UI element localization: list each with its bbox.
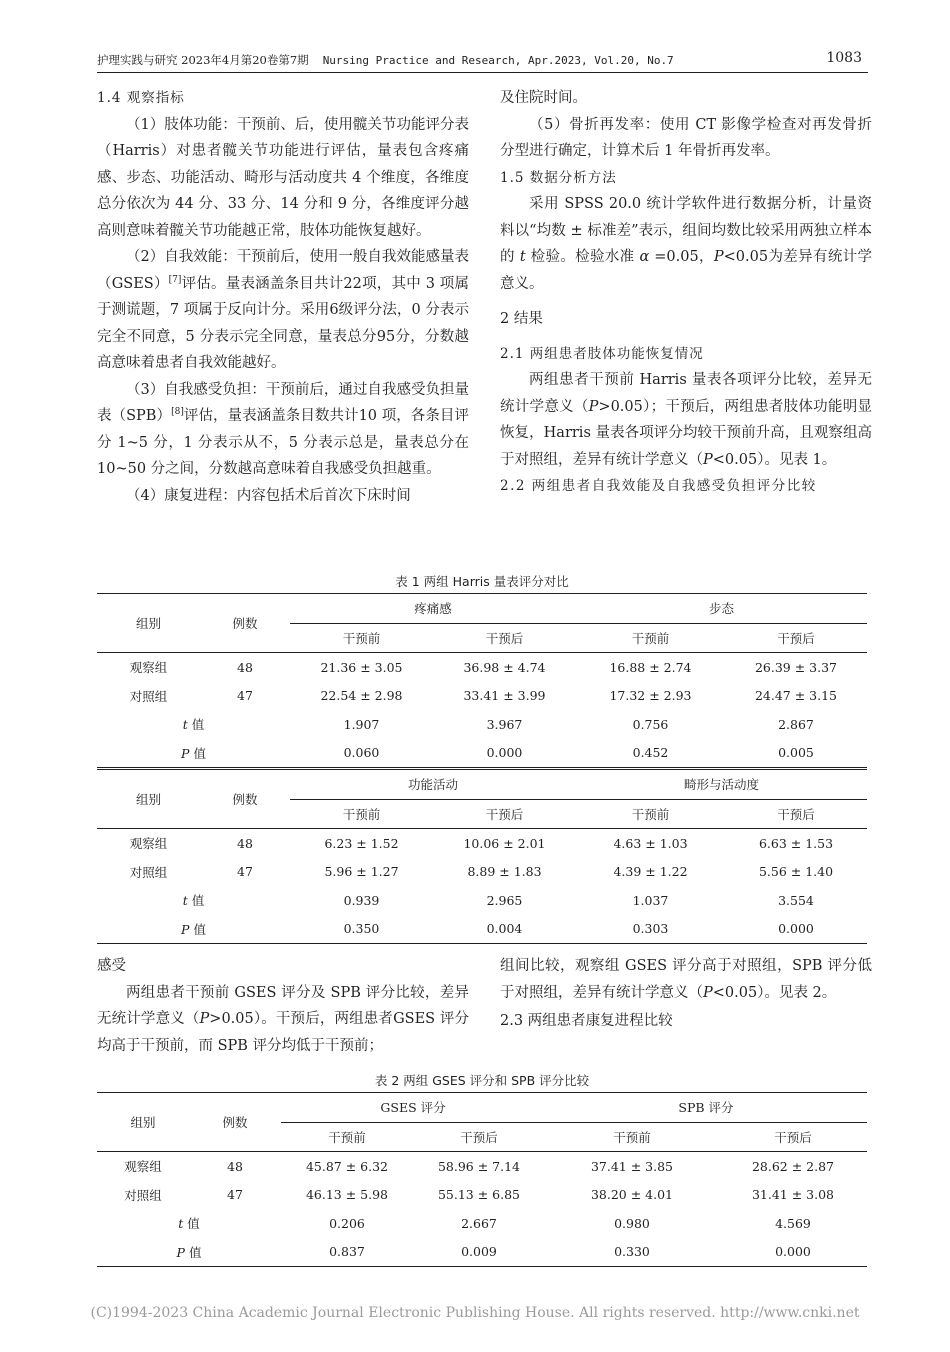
table-cell: 38.20 ± 4.01 (590, 1187, 674, 1203)
table-cell: 47 (237, 688, 253, 704)
table-cell: 48 (237, 659, 253, 675)
table-cell: P 值 (176, 1244, 202, 1260)
table-cell: 0.330 (614, 1244, 650, 1260)
table-cell: 46.13 ± 5.98 (305, 1187, 389, 1203)
section-2-1-heading: 2.1 两组患者肢体功能恢复情况 (500, 345, 704, 362)
table-cell: 0.939 (343, 892, 380, 908)
table-subheader: 干预后 (777, 806, 815, 822)
table-cell: 45.87 ± 6.32 (305, 1158, 389, 1174)
table-header-n: 例数 (232, 616, 258, 631)
table-cell: 对照组 (129, 864, 168, 880)
table-cell: 0.000 (775, 1244, 811, 1260)
table-cell: 6.63 ± 1.53 (758, 835, 834, 851)
table-row (97, 653, 867, 682)
table-cell: 4.39 ± 1.22 (613, 864, 688, 880)
table-cell: 5.56 ± 1.40 (758, 864, 834, 880)
table-subheader: 干预后 (485, 630, 524, 646)
table-cell: 0.756 (632, 716, 669, 732)
journal-cn: 护理实践与研究 2023年4月第20卷第7期 (97, 53, 309, 67)
table-cell: 48 (227, 1158, 243, 1174)
table-cell: 0.004 (486, 921, 523, 937)
paragraph-limb-function: （1）肢体功能：干预前、后，使用髋关节功能评分表（Harris）对患者髋关节功能进行评估，量表包含疼痛感、步态、功能活动、畸形与活动度共 4 个维度，各维度总分依次为 44 分、33 分、14 分和 9 分，各维度评分越高则意味着髋关节功能越正常，肢体功能恢复越好。 (97, 116, 469, 239)
table-cell: 47 (227, 1187, 243, 1203)
running-header (97, 52, 674, 68)
table-cell: 31.41 ± 3.08 (751, 1187, 835, 1203)
table-cell: 22.54 ± 2.98 (320, 688, 403, 704)
table-cell: t 值 (178, 1216, 200, 1232)
paragraph-continuation: 及住院时间。 (500, 90, 587, 106)
table-header-dimension: 疼痛感 (290, 594, 576, 624)
table-header-group: 组别 (130, 1115, 156, 1130)
table-cell: P 值 (181, 745, 206, 761)
table-header-dimension: 畸形与活动度 (576, 769, 867, 800)
paragraph-self-burden: （3）自我感受负担：干预前后，通过自我感受负担量表（SPB）[8]评估，量表涵盖条目数共计10 项，各条目评分 1~5 分，1 分表示从不，5 分表示总是，量表总分在 10~50 分之间，分数越高意味着自我感受负担越重。 (97, 381, 469, 477)
table-cell: 0.980 (614, 1215, 650, 1231)
table-cell: 47 (237, 864, 253, 880)
table-cell: 48 (237, 835, 253, 851)
table-row (97, 1152, 867, 1181)
table-cell: 17.32 ± 2.93 (609, 688, 692, 704)
paragraph-self-efficacy: （2）自我效能：干预前后，使用一般自我效能感量表（GSES）[7]评估。量表涵盖条目共计22项，其中 3 项属于测谎题，7 项属于反向计分。采用6级评分法，0 分表示完全不同意，5 分表示完全同意，量表总分95分，分数越高意味着患者自我效能越好。 (97, 249, 469, 371)
table-cell: 0.206 (329, 1215, 365, 1231)
right-column (500, 85, 872, 500)
table1 (97, 593, 867, 944)
table-cell: 对照组 (124, 1187, 162, 1203)
section-1-4-heading: 1.4 观察指标 (97, 90, 185, 106)
table-cell: 0.000 (778, 921, 814, 937)
table-cell: 观察组 (124, 1159, 162, 1175)
page-number: 1083 (826, 50, 862, 66)
table-cell: 2.965 (486, 892, 523, 908)
section-2-heading: 2 结果 (500, 311, 543, 327)
paragraph-fracture-recurrence: （5）骨折再发率：使用 CT 影像学检查对再发骨折分型进行确定，计算术后 1 年骨折再发率。 (500, 116, 872, 159)
table-cell: 4.63 ± 1.03 (613, 835, 688, 851)
table-cell: 8.89 ± 1.83 (467, 864, 542, 880)
bottom-left-text (97, 953, 469, 1059)
table-cell: 55.13 ± 6.85 (437, 1187, 521, 1203)
paragraph-rehab-progress: （4）康复进程：内容包括术后首次下床时间 (126, 487, 411, 504)
table-cell: P 值 (181, 921, 206, 937)
table-subheader: 干预后 (777, 630, 815, 646)
table-cell: 0.000 (486, 745, 523, 761)
table-cell: 对照组 (129, 688, 168, 704)
table-header-n: 例数 (232, 792, 258, 807)
section-2-2-heading: 2.2 两组患者自我效能及自我感受负担评分比较 (500, 478, 817, 494)
paragraph-continuation: 感受 (97, 958, 126, 974)
table-cell: 21.36 ± 3.05 (320, 659, 403, 675)
section-2-3-heading: 2.3 两组患者康复进程比较 (500, 1013, 673, 1029)
table-cell: 37.41 ± 3.85 (590, 1158, 674, 1174)
header-rule (97, 72, 868, 73)
table-header-dimension: 步态 (576, 594, 867, 624)
table-cell: 0.452 (632, 745, 669, 761)
journal-en: Nursing Practice and Research, Apr.2023, Vol.20, No.7 (322, 54, 674, 67)
paragraph-limb-results: 两组患者干预前 Harris 量表各项评分比较，差异无统计学意义（P>0.05）；干预后，两组患者肢体功能明显恢复，Harris 量表各项评分均较干预前升高，且观察组高于对照组，差异有统计学意义（P<0.05）。见表 1。 (500, 372, 873, 468)
table-row (97, 682, 867, 711)
table-row-t (97, 1209, 867, 1238)
table1-caption: 表 1 两组 Harris 量表评分对比 (395, 574, 569, 589)
table-cell: t 值 (182, 893, 205, 909)
table-header-dimension: SPB 评分 (545, 1093, 867, 1123)
table-header-group: 组别 (135, 616, 161, 631)
table-cell: t 值 (182, 717, 205, 733)
citation-8[interactable]: [8] (171, 407, 184, 418)
table-cell: 观察组 (129, 660, 168, 676)
table-cell: 3.554 (778, 892, 814, 908)
table-row (97, 829, 867, 858)
table-cell: 10.06 ± 2.01 (463, 835, 546, 851)
table-subheader: 干预后 (774, 1129, 812, 1145)
table-cell: 1.907 (343, 716, 380, 732)
table-row (97, 1181, 867, 1210)
table-cell: 5.96 ± 1.27 (324, 864, 399, 880)
table-subheader: 干预前 (342, 630, 381, 646)
table-cell: 3.967 (486, 716, 523, 732)
table-cell: 2.667 (461, 1215, 497, 1231)
table-row-p (97, 1238, 867, 1267)
table-row-t (97, 710, 867, 739)
table-subheader: 干预前 (631, 806, 670, 822)
table-cell: 0.350 (343, 921, 380, 937)
table-row-t (97, 886, 867, 915)
table-subheader: 干预前 (342, 806, 381, 822)
paragraph-data-analysis: 采用 SPSS 20.0 统计学软件进行数据分析，计量资料以“均数 ± 标准差”表示，组间均数比较采用两独立样本的 t 检验。检验水准 α =0.05，P<0.05为差异有统计学意义。 (500, 196, 873, 292)
table-cell: 0.009 (461, 1244, 497, 1260)
table-cell: 28.62 ± 2.87 (751, 1158, 835, 1174)
table-subheader: 干预后 (460, 1129, 498, 1145)
table-cell: 观察组 (129, 836, 168, 852)
table-cell: 0.060 (343, 745, 380, 761)
table-cell: 36.98 ± 4.74 (463, 659, 546, 675)
table-cell: 1.037 (632, 892, 669, 908)
table-header-dimension: GSES 评分 (281, 1093, 545, 1123)
table-header-dimension: 功能活动 (290, 769, 576, 800)
table2 (97, 1092, 867, 1267)
table-cell: 0.005 (778, 745, 814, 761)
table-cell: 16.88 ± 2.74 (609, 659, 692, 675)
table-subheader: 干预后 (485, 806, 524, 822)
table-cell: 2.867 (778, 716, 814, 732)
table2-caption: 表 2 两组 GSES 评分和 SPB 评分比较 (374, 1073, 590, 1088)
table-row-p (97, 915, 867, 944)
table-subheader: 干预前 (631, 630, 670, 646)
bottom-right-text (500, 953, 872, 1035)
section-1-5-heading: 1.5 数据分析方法 (500, 169, 617, 186)
table-cell: 4.569 (775, 1215, 811, 1231)
left-column (97, 85, 469, 509)
table-header-group: 组别 (135, 792, 161, 807)
table-cell: 26.39 ± 3.37 (754, 659, 838, 675)
table-subheader: 干预前 (613, 1129, 651, 1145)
table-cell: 6.23 ± 1.52 (324, 835, 399, 851)
table-cell: 24.47 ± 3.15 (754, 688, 838, 704)
paragraph-group-comparison: 组间比较，观察组 GSES 评分高于对照组，SPB 评分低于对照组，差异有统计学意义（P<0.05）。见表 2。 (500, 958, 872, 1001)
citation-7[interactable]: [7] (168, 274, 182, 285)
table-subheader: 干预前 (328, 1129, 366, 1145)
table-cell: 33.41 ± 3.99 (463, 688, 546, 704)
table-header-n: 例数 (222, 1115, 248, 1130)
table-row (97, 858, 867, 887)
table-row-p (97, 739, 867, 769)
copyright-footer: (C)1994-2023 China Academic Journal Electronic Publishing House. All rights reserved. http://www.cnki.net (90, 1305, 860, 1321)
paragraph-gses-spb-results: 两组患者干预前 GSES 评分及 SPB 评分比较，差异无统计学意义（P>0.05）。干预后，两组患者GSES 评分均高于干预前，而 SPB 评分均低于干预前； (97, 984, 470, 1054)
table-cell: 0.837 (329, 1244, 365, 1260)
table-cell: 0.303 (632, 921, 669, 937)
table-cell: 58.96 ± 7.14 (437, 1158, 521, 1174)
